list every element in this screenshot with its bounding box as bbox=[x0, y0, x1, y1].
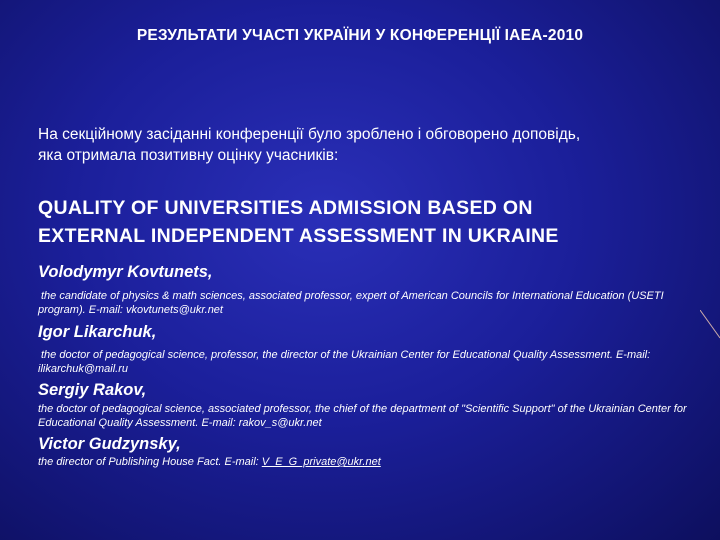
author-info: the doctor of pedagogical science, associated professor, the chief of the department of "Scientific Support" of the Ukrainian Center for Educational Quality Assessment. E-mail: rakov_s@ukr.net bbox=[38, 403, 687, 429]
intro-line-1: На секційному засіданні конференції було зроблено і обговорено доповідь, bbox=[38, 126, 581, 143]
author-name: Victor Gudzynsky, bbox=[38, 435, 181, 453]
author-info: the candidate of physics & math sciences, associated professor, expert of American Councils for International Education (USETI program). E-mail: vkovtunets@ukr.net bbox=[38, 290, 664, 316]
slide-title: РЕЗУЛЬТАТИ УЧАСТІ УКРАЇНИ У КОНФЕРЕНЦІЇ IAEA-2010 bbox=[136, 27, 584, 44]
paper-title bbox=[38, 194, 708, 250]
author-info: the doctor of pedagogical science, professor, the director of the Ukrainian Center for Educational Quality Assessment. E-mail: ilikarchuk@mail.ru bbox=[38, 349, 651, 375]
author-name: Igor Likarchuk, bbox=[38, 323, 157, 341]
author-entry bbox=[38, 322, 698, 376]
author-list bbox=[38, 262, 698, 469]
decorative-line bbox=[700, 310, 720, 340]
author-entry bbox=[38, 380, 698, 430]
email-link[interactable]: V_E_G_private@ukr.net bbox=[261, 456, 381, 468]
author-entry bbox=[38, 262, 698, 317]
author-name: Sergiy Rakov, bbox=[38, 381, 147, 399]
author-entry bbox=[38, 434, 698, 469]
intro-text bbox=[38, 124, 698, 166]
paper-title-line-1: QUALITY OF UNIVERSITIES ADMISSION BASED ON bbox=[38, 197, 533, 219]
paper-title-line-2: EXTERNAL INDEPENDENT ASSESSMENT IN UKRAINE bbox=[38, 225, 559, 247]
intro-line-2: яка отримала позитивну оцінку учасників: bbox=[38, 147, 339, 164]
author-name: Volodymyr Kovtunets, bbox=[38, 263, 213, 281]
author-info: the director of Publishing House Fact. E-mail: V_E_G_private@ukr.net bbox=[38, 456, 381, 468]
